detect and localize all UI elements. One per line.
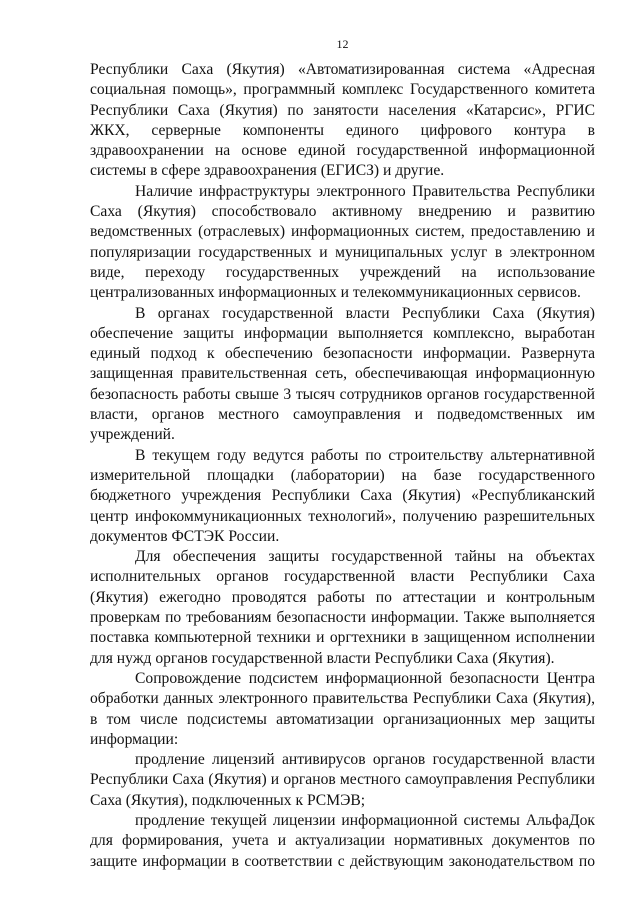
page-number: 12 xyxy=(336,37,349,51)
list-item-antivirus-licenses: продление лицензий антивирусов органов государственной власти Республики Саха (Якутия) и органов местного самоуправления Республики Саха (Якутия), подключенных к РСМЭВ; xyxy=(90,751,595,809)
list-item-alfadok-license: продление текущей лицензии информационной системы АльфаДок для формирования, учета и актуализации нормативных документов по защите информации в соответствии с действующим законодательством по xyxy=(90,811,595,870)
paragraph-continuation: Республики Саха (Якутия) «Автоматизированная система «Адресная социальная помощь», программный комплекс Государственного комитета Республики Саха (Якутия) по занятости населения «Катарсис», РГИС ЖКХ, серверные компоненты единого цифрового контура в здравоохранении на основе единой государственной информационной системы в сфере здравоохранения (ЕГИСЗ) и другие. xyxy=(90,61,595,180)
paragraph-measurement-lab: В текущем году ведутся работы по строительству альтернативной измерительной площадки (лаборатории) на базе государственного бюджетного учреждения Республики Саха (Якутия) «Республиканский центр инфокоммуникационных технологий», получению разрешительных документов ФСТЭК России. xyxy=(90,446,595,545)
paragraph-e-government-infrastructure: Наличие инфраструктуры электронного Правительства Республики Саха (Якутия) способствовало активному внедрению и развитию ведомственных (отраслевых) информационных систем, предоставлению и популяризации государственных и муниципальных услуг в электронном виде, переходу государственных учреждений на использование централизованных информационных и телекоммуникационных сервисов. xyxy=(90,182,595,302)
paragraph-state-secret-protection: Для обеспечения защиты государственной тайны на объектах исполнительных органов государственной власти Республики Саха (Якутия) ежегодно проводятся работы по аттестации и контрольным проверкам по требованиям безопасности информации. Также выполняется поставка компьютерной техники и оргтехники в защищенном исполнении для нужд органов государственной власти Республики Саха (Якутия). xyxy=(90,548,595,667)
paragraph-information-protection: В органах государственной власти Республики Саха (Якутия) обеспечение защиты информации выполняется комплексно, выработан единый подход к обеспечению безопасности информации. Развернута защищенная правительственная сеть, обеспечивающая информационную безопасность работы свыше 3 тысяч сотрудников органов государственной власти, органов местного самоуправления и подведомственных им учреждений. xyxy=(90,304,595,444)
paragraph-security-subsystems: Сопровождение подсистем информационной безопасности Центра обработки данных электронного правительства Республики Саха (Якутия), в том числе подсистемы автоматизации организационных мер защиты информации: xyxy=(90,669,595,748)
